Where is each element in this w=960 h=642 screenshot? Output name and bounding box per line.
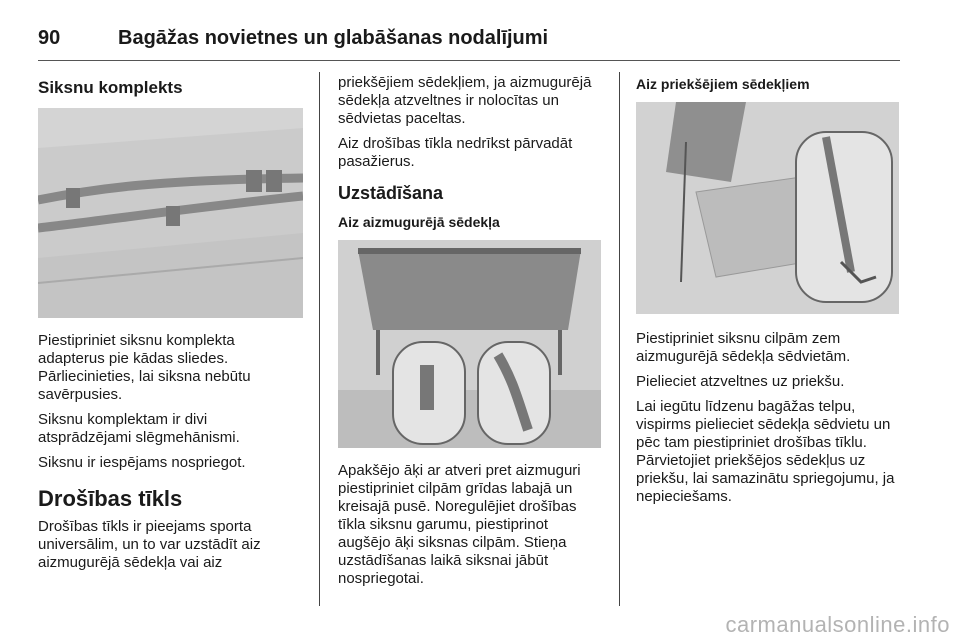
column-divider-2 <box>619 72 620 606</box>
rear-seat-net-illustration <box>338 240 601 448</box>
subsection-title-front-seats: Aiz priekšējiem sēdekļiem <box>636 76 810 92</box>
section-title-safety-net: Drošības tīkls <box>38 486 183 511</box>
watermark: carmanualsonline.info <box>725 612 950 637</box>
front-seat-paragraph-1: Piestipriniet siksnu cilpām zem aizmugurējā sēdekļa sēdvietām. <box>636 330 851 365</box>
front-seat-paragraph-2: Pielieciet atzveltnes uz priekšu. <box>636 373 845 390</box>
column-3 <box>636 66 906 513</box>
page-number: 90 <box>38 26 61 49</box>
header-divider <box>38 60 900 61</box>
strap-kit-paragraph-2: Siksnu komplektam ir divi atsprādzējami slēgmehānismi. <box>38 411 240 446</box>
column-2 <box>338 66 603 595</box>
front-seat-net-illustration <box>636 102 899 314</box>
rear-seat-instructions: Apakšējo āķi ar atveri pret aizmuguri piestipriniet cilpām grīdas labajā un kreisajā pusē. Noregulējiet drošības tīkla siksnu garumu, piestiprinot augšējo āķi siksnas cilpām. Stieņa uzstādīšanas laikā siksnai jābūt nospriegotai. <box>338 462 581 587</box>
section-title-installation: Uzstādīšana <box>338 183 444 203</box>
col2-paragraph-1: priekšējiem sēdekļiem, ja aizmugurējā sēdekļa atzveltnes ir nolocītas un sēdvietas paceltas. <box>338 74 592 127</box>
strap-kit-paragraph-3: Siksnu ir iespējams nospriegot. <box>38 454 246 471</box>
page-header <box>38 18 900 58</box>
front-seat-paragraph-3: Lai iegūtu līdzenu bagāžas telpu, vispirms pielieciet sēdekļa sēdvietu un pēc tam piestipriniet drošības tīklu. Pārvietojiet priekšējos sēdekļus uz priekšu, lai samazinātu spriegojumu, ja nepieciešams. <box>636 398 895 505</box>
col2-paragraph-2: Aiz drošības tīkla nedrīkst pārvadāt pasažierus. <box>338 135 573 170</box>
strap-kit-illustration <box>38 108 303 318</box>
column-1 <box>38 66 303 579</box>
page-title: Bagāžas novietnes un glabāšanas nodalījumi <box>118 26 549 49</box>
column-divider-1 <box>319 72 320 606</box>
safety-net-paragraph: Drošības tīkls ir pieejams sporta universālim, un to var uzstādīt aiz aizmugurējā sēdekļa vai aiz <box>38 518 261 571</box>
strap-kit-paragraph-1: Piestipriniet siksnu komplekta adapterus pie kādas sliedes. Pārliecinieties, lai siksna nebūtu savērpusies. <box>38 332 251 403</box>
section-title-strap-kit: Siksnu komplekts <box>38 78 183 97</box>
subsection-title-rear-seat: Aiz aizmugurējā sēdekļa <box>338 214 500 230</box>
